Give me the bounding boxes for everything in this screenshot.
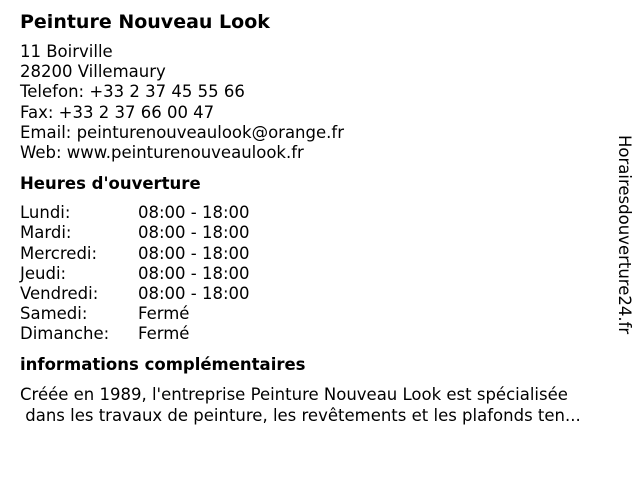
address-city: 28200 Villemaury [20, 62, 166, 82]
email-address: Email: peinturenouveaulook@orange.fr [20, 122, 344, 142]
hours-row-saturday [20, 304, 610, 324]
hours-time: 08:00 - 18:00 [138, 203, 250, 223]
hours-time: 08:00 - 18:00 [138, 223, 250, 243]
hours-day: Dimanche: [20, 324, 110, 344]
hours-row-monday [20, 203, 610, 223]
fax-number: Fax: +33 2 37 66 00 47 [20, 102, 215, 122]
business-card [20, 10, 610, 426]
hours-time: Fermé [138, 304, 190, 324]
hours-day: Mardi: [20, 223, 72, 243]
website-url: Web: www.peinturenouveaulook.fr [20, 143, 304, 163]
hours-day: Jeudi: [20, 263, 67, 283]
description-line-2: dans les travaux de peinture, les revêtements et les plafonds ten... [20, 405, 581, 425]
hours-time: Fermé [138, 324, 190, 344]
hours-row-tuesday [20, 223, 610, 243]
opening-hours-heading: Heures d'ouverture [20, 174, 201, 194]
hours-row-sunday [20, 324, 610, 344]
hours-row-wednesday [20, 244, 610, 264]
address-street: 11 Boirville [20, 42, 113, 61]
hours-time: 08:00 - 18:00 [138, 243, 250, 263]
hours-day: Lundi: [20, 203, 71, 223]
description-line-1: Créée en 1989, l'entreprise Peinture Nouveau Look est spécialisée [20, 384, 568, 404]
hours-day: Mercredi: [20, 243, 98, 263]
phone-number: Telefon: +33 2 37 45 55 66 [20, 82, 245, 102]
hours-day: Vendredi: [20, 284, 99, 304]
hours-time: 08:00 - 18:00 [138, 263, 250, 283]
additional-info-heading: informations complémentaires [20, 354, 306, 374]
business-name: Peinture Nouveau Look [20, 11, 270, 33]
watermark-text: Horairesdouverture24.fr [615, 135, 634, 335]
hours-time: 08:00 - 18:00 [138, 284, 250, 304]
hours-day: Samedi: [20, 304, 88, 324]
hours-row-thursday [20, 264, 610, 284]
hours-row-friday [20, 284, 610, 304]
